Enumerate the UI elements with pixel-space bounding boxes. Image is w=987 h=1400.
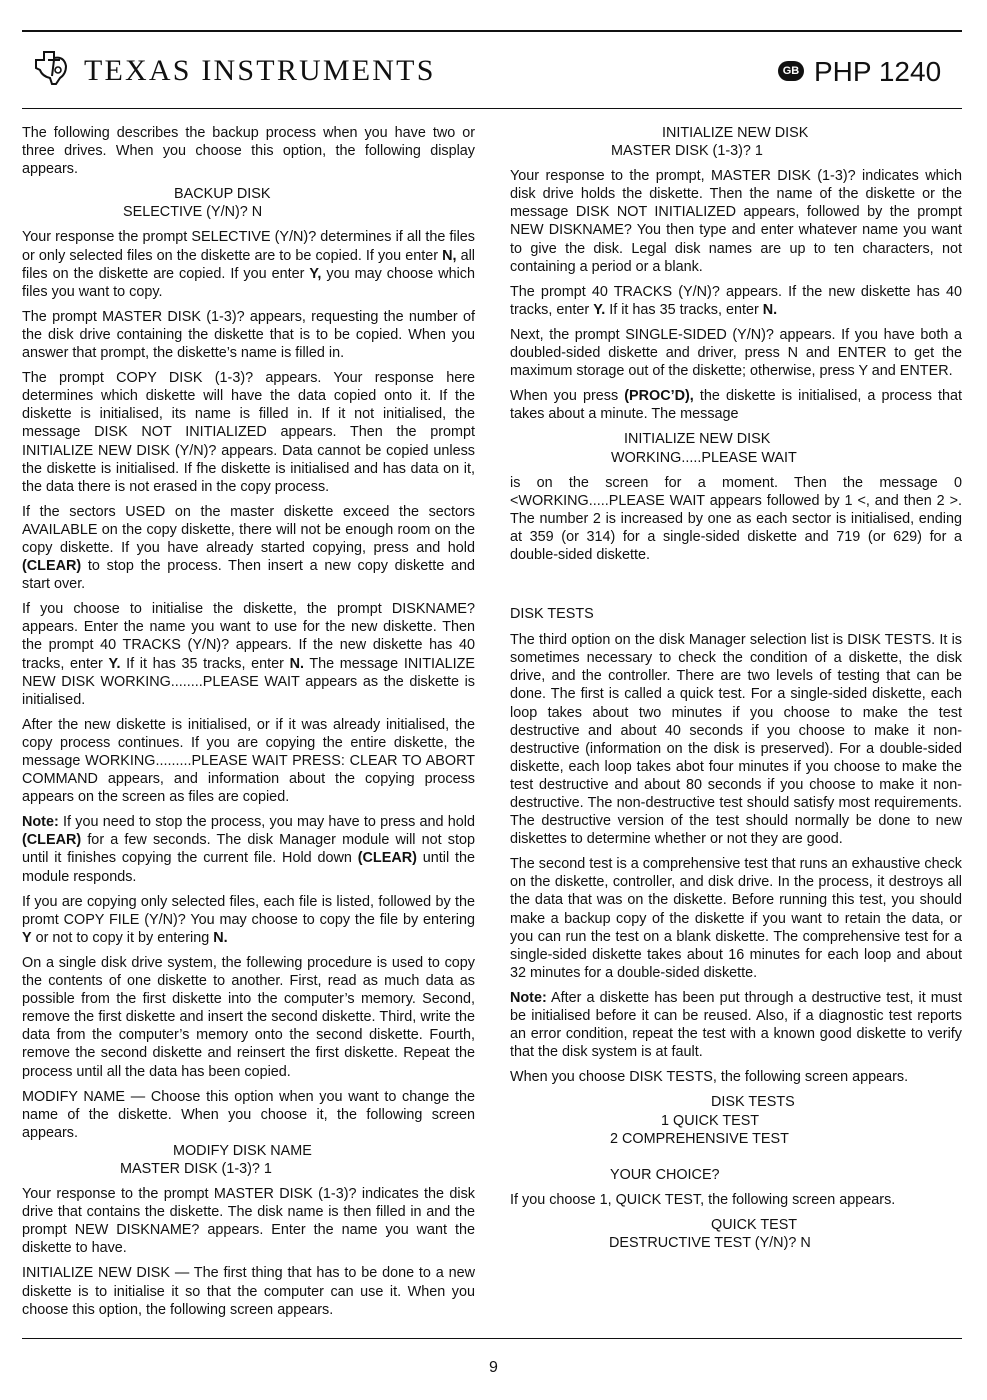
paragraph: If the sectors USED on the master diskette exceed the sectors AVAILABLE on the copy diskette, there will not be enough room on the copy diskette. If you have already started copying, press and hold (CLEAR) to stop the process. Then insert a new copy diskette and start over.: [22, 503, 475, 593]
ti-logo-icon: [30, 46, 72, 88]
screen-line: DISK TESTS: [711, 1094, 795, 1111]
screen-display-working: [510, 430, 962, 466]
paragraph: If you are copying only selected files, each file is listed, followed by the promt COPY FILE (Y/N)? You may choose to copy the file by entering Y or not to copy it by entering N.: [22, 893, 475, 946]
screen-line: MASTER DISK (1-3)? 1: [120, 1160, 272, 1177]
screen-line: MODIFY DISK NAME: [173, 1142, 312, 1159]
paragraph: Your response to the prompt MASTER DISK (1-3)? indicates the disk drive that contains the diskette. The disk name is then filled in and the prompt NEW DISKNAME? appears. Enter the name you want the diskette to have.: [22, 1186, 475, 1257]
note-paragraph: Note: If you need to stop the process, you may have to press and hold (CLEAR) for a few seconds. The disk Manager module will not stop until it finishes copying the current file. Hold down (CLEAR) until the module responds.: [22, 814, 475, 885]
paragraph: When you press (PROC’D), the diskette is initialised, a process that takes about a minute. The message: [510, 388, 962, 423]
screen-line: MASTER DISK (1-3)? 1: [611, 143, 763, 160]
screen-line: BACKUP DISK: [174, 186, 271, 203]
screen-line: DESTRUCTIVE TEST (Y/N)? N: [609, 1234, 811, 1251]
brand-name: TEXAS INSTRUMENTS: [84, 54, 436, 87]
screen-display-modify-name: [22, 1142, 475, 1178]
paragraph: Your response to the prompt, MASTER DISK (1-3)? indicates which disk drive holds the diskette. Then the name of the diskette or the message DISK NOT INITIALIZED appears, followed by the prompt NEW DISKNAME? You then type and enter whatever name you want to give the disk. Legal disk names are up to ten characters, not containing a period or a blank.: [510, 168, 962, 275]
paragraph: The prompt 40 TRACKS (Y/N)? appears. If the new diskette has 40 tracks, enter Y. If it has 35 tracks, enter N.: [510, 283, 962, 318]
section-heading: DISK TESTS: [510, 606, 594, 623]
country-badge: GB: [778, 61, 804, 81]
screen-line: YOUR CHOICE?: [610, 1166, 720, 1183]
screen-line: WORKING.....PLEASE WAIT: [611, 449, 797, 466]
page-number: 9: [489, 1359, 498, 1376]
screen-display-disk-tests: [510, 1093, 962, 1183]
header-bottom-rule: [22, 108, 962, 109]
paragraph: Next, the prompt SINGLE-SIDED (Y/N)? appears. If you have both a doubled-sided diskette and driver, press N and ENTER to get the maximum storage out of the diskette; otherwise, press Y and ENTER.: [510, 326, 962, 380]
paragraph: After the new diskette is initialised, or if it was already initialised, the copy process continues. If you are copying the entire diskette, the message WORKING.........PLEASE WAIT PRESS: CLEAR TO ABORT COMMAND appears, and information about the copying process appears on the screen as files are copied.: [22, 716, 475, 806]
paragraph: The second test is a comprehensive test that runs an exhaustive check on the diskette, controller, and disk drive. In the process, it destroys all the data that was on the diskette. Before running this test, you should make a backup copy of the diskette if you want to retain the data, or you can run the test on a blank diskette. The comprehensive test for a single-sided diskette takes about 16 minutes for each loop and about 32 minutes for a double-sided diskette.: [510, 856, 962, 981]
paragraph: If you choose 1, QUICK TEST, the following screen appears.: [510, 1191, 896, 1208]
paragraph: On a single disk drive system, the follewing procedure is used to copy the contents of one diskette to another. First, read as much data as possible from the first diskette into the computer’s memory. Second, remove the first diskette and insert the second diskette. Third, write the data from the computer’s memory onto the second diskette. Fourth, remove the second diskette and reinsert the first diskette. Repeat the process until all the data has been copied.: [22, 954, 475, 1080]
paragraph: is on the screen for a moment. Then the message 0 <WORKING.....PLEASE WAIT appears followed by 1 <, and then 2 >. The number 2 is increased by one as each sector is initialised, ending at 359 (or 314) for a single-sided diskette and 719 (or 629) for a double-sided diskette.: [510, 474, 962, 563]
right-column: [510, 124, 962, 1259]
left-column: [22, 124, 475, 1326]
note-paragraph: Note: After a diskette has been put through a destructive test, it must be initialised before it can be reused. Also, if a diagnostic test reports an error condition, repeat the test with a known good diskette to verify that the disk system is at fault.: [510, 989, 962, 1061]
paragraph: The following describes the backup process when you have two or three drives. When you choose this option, the following display appears.: [22, 125, 475, 178]
screen-display-initialize: [510, 124, 962, 160]
footer-rule: [22, 1338, 962, 1339]
model-number: PHP 1240: [814, 56, 942, 87]
screen-line: INITIALIZE NEW DISK: [624, 431, 771, 448]
screen-line: 2 COMPREHENSIVE TEST: [610, 1130, 789, 1147]
screen-display-quick-test: [510, 1216, 962, 1252]
paragraph: The third option on the disk Manager selection list is DISK TESTS. It is sometimes necessary to check the condition of a diskette, the disk drive, and the controller. There are two levels of testing that can be done. The first is called a quick test. For a single-sided diskette, each loop takes about two minutes if you choose to make the test destructive and about 40 seconds if you choose to make it non-destructive (information on the disk is preserved). For a double-sided diskette, each loop takes abot four minutes if you choose to make the test destructive and about 80 seconds if you choose to make it non-destructive. The non-destructive test should satisfy most requirements. The destructive version of the test should normally be done to new diskettes to determine whether or not they are good.: [510, 632, 962, 848]
screen-line: INITIALIZE NEW DISK: [662, 125, 809, 141]
screen-line: SELECTIVE (Y/N)? N: [123, 204, 263, 221]
paragraph: When you choose DISK TESTS, the following screen appears.: [510, 1069, 909, 1086]
screen-line: 1 QUICK TEST: [661, 1112, 760, 1129]
paragraph: If you choose to initialise the diskette, the prompt DISKNAME? appears. Enter the name you want to use for the new diskette. Then the prompt 40 TRACKS (Y/N)? appears. If the new diskette has 40 tracks, enter Y. If it has 35 tracks, enter N. The message INITIALIZE NEW DISK WORKING........PLEASE WAIT appears as the diskette is initialised.: [22, 601, 475, 708]
paragraph: INITIALIZE NEW DISK — The first thing that has to be done to a new diskette is to initialise it so that the computer can use it. When you choose this option, the following screen appears.: [22, 1265, 475, 1318]
paragraph: The prompt MASTER DISK (1-3)? appears, requesting the number of the disk drive containing the diskette that is to be copied. When you answer that prompt, the diskette’s name is filled in.: [22, 308, 475, 362]
paragraph: Your response the prompt SELECTIVE (Y/N)? determines if all the files or only selected files on the diskette are to be copied. If you enter N, all files on the diskette are copied. If you enter Y, you may choose which files you want to copy.: [22, 229, 476, 300]
screen-display-backup: [22, 185, 475, 221]
screen-line: QUICK TEST: [711, 1216, 798, 1233]
header-top-rule: [22, 30, 962, 32]
paragraph: The prompt COPY DISK (1-3)? appears. Your response here determines which diskette will have the data copied onto it. If the diskette is initialised, its name is filled in. If it not initialised, the message DISK NOT INITIALIZED appears. Then the prompt INITIALIZE NEW DISK (Y/N)? appears. Data cannot be copied unless the diskette is initialised. If fhe diskette is initialised and has data on it, the data there is not erased in the copy process.: [22, 370, 475, 495]
paragraph: MODIFY NAME — Choose this option when you want to change the name of the diskette. When you choose it, the following screen appears.: [22, 1088, 475, 1141]
